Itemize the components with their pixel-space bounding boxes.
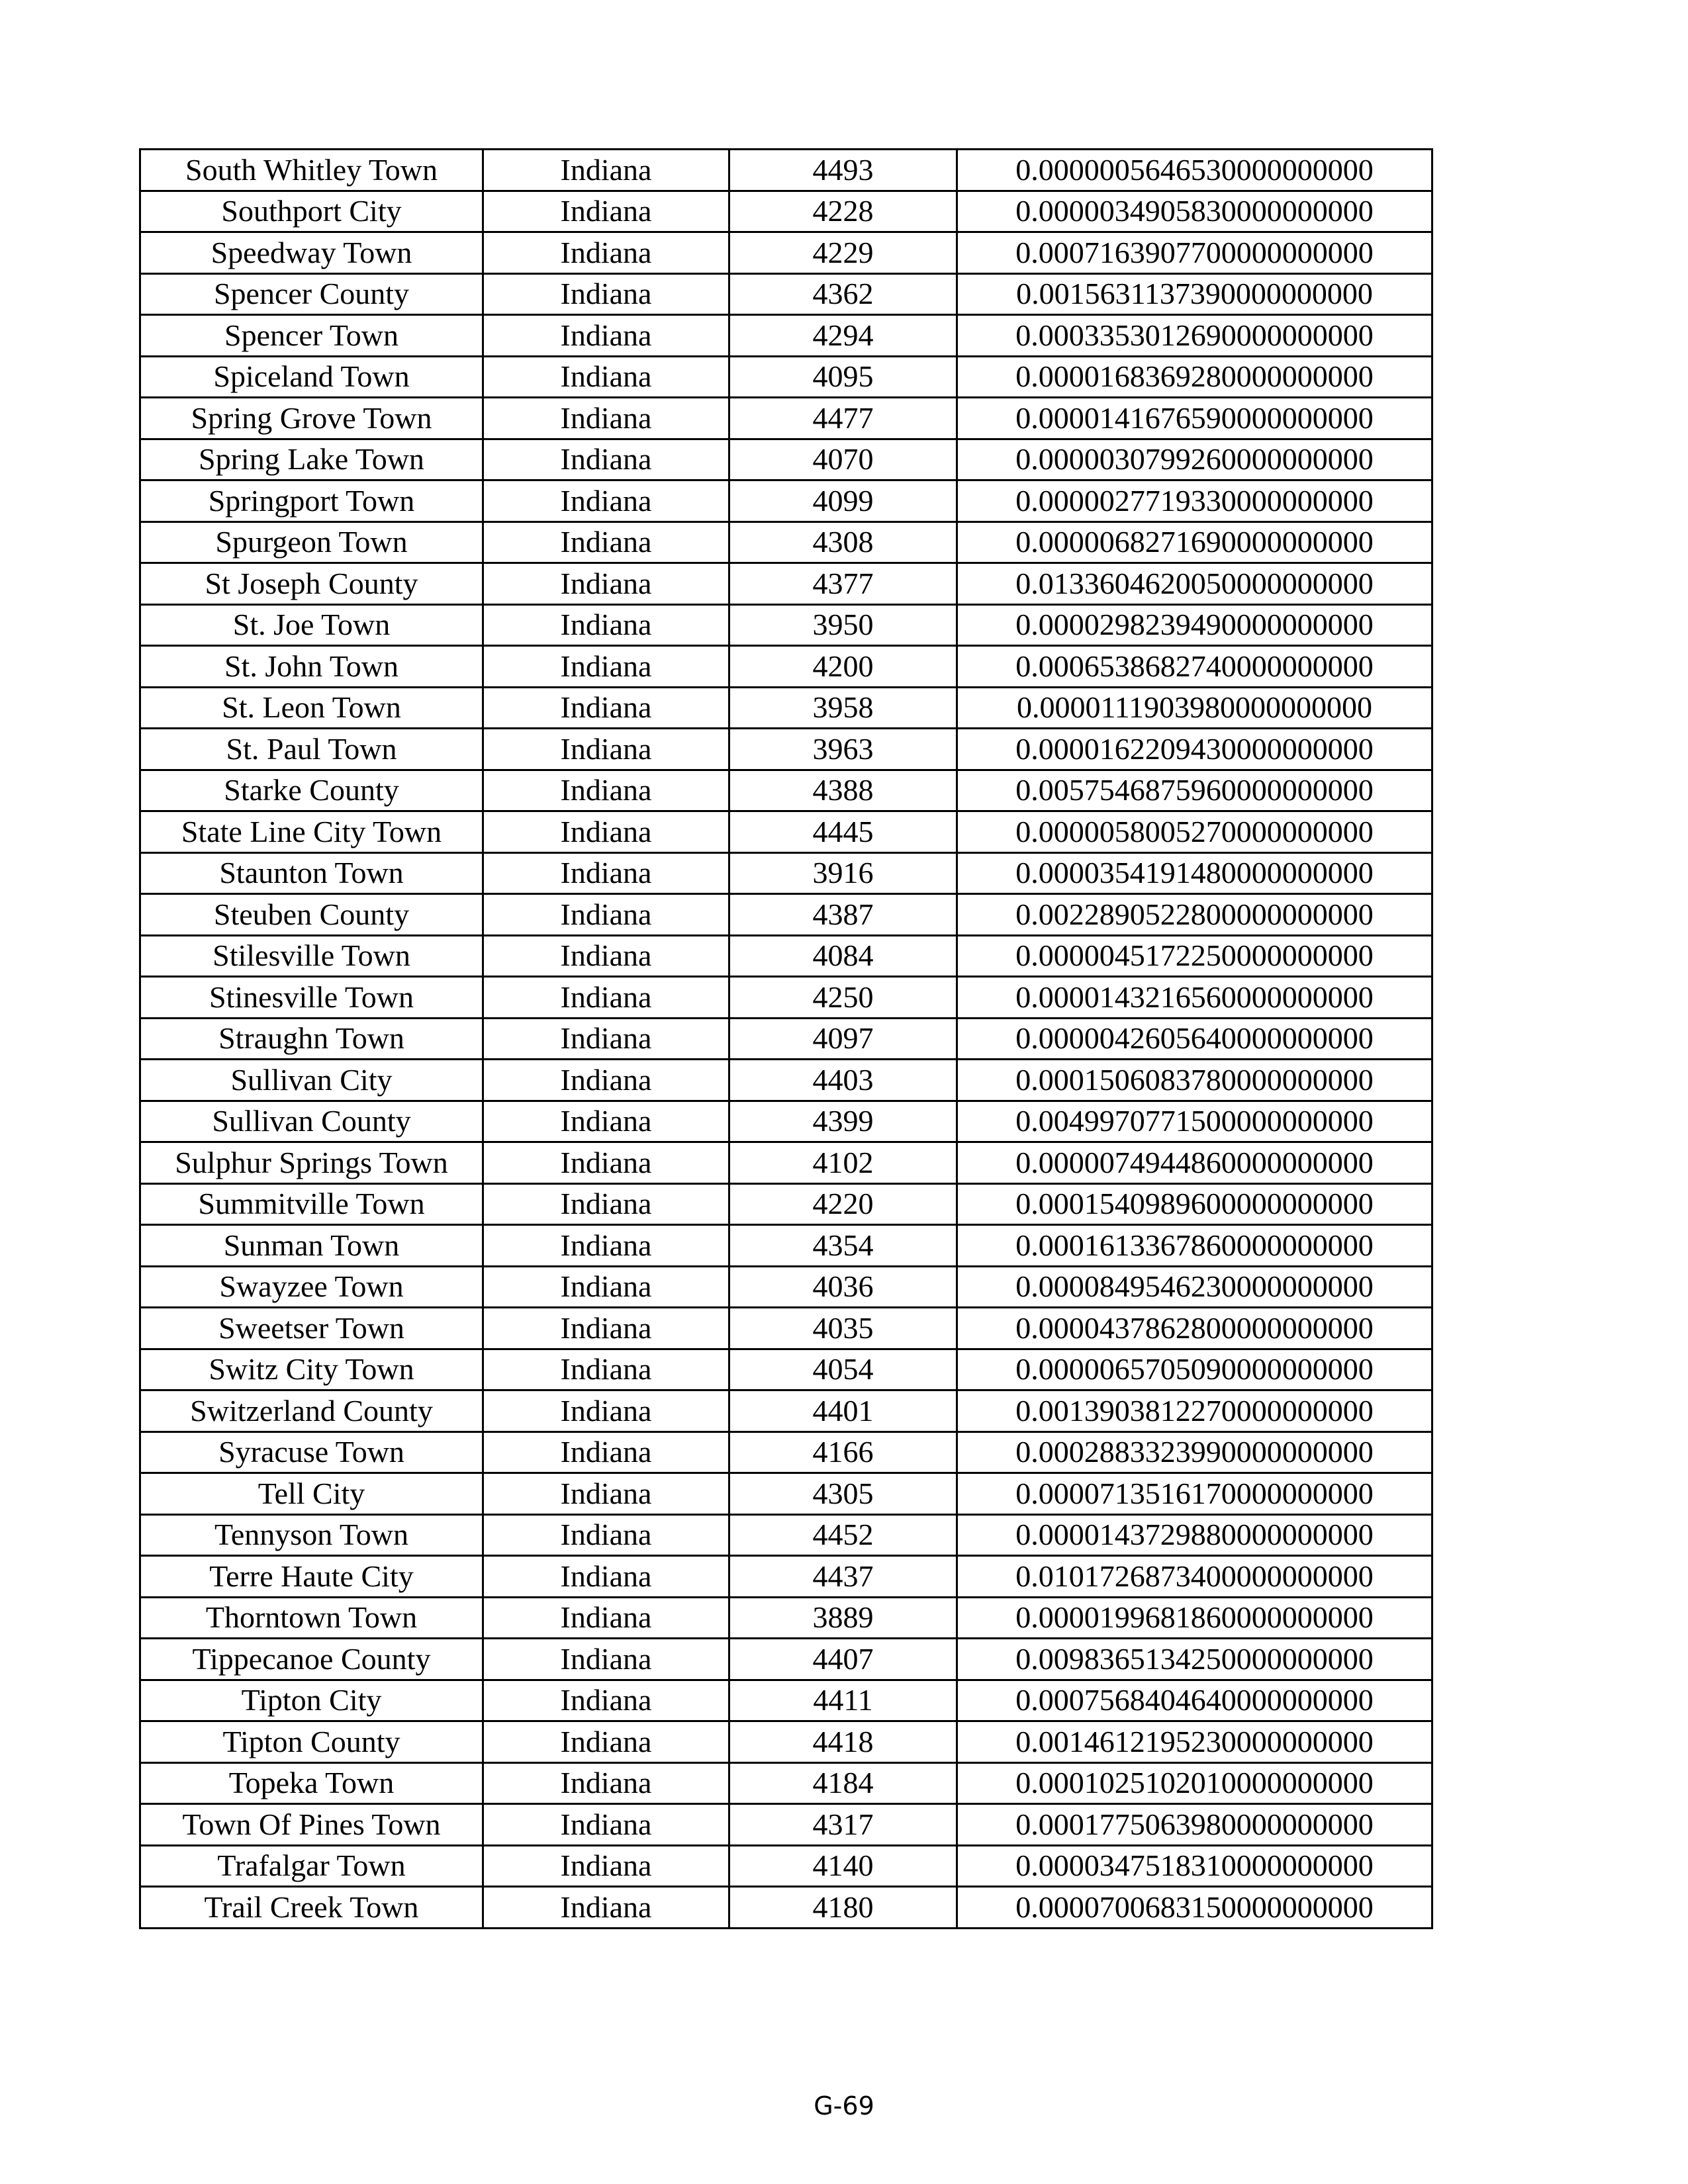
allocation-cell: 0.0000162209430000000000 (957, 729, 1432, 770)
state-cell: Indiana (483, 1266, 729, 1308)
code-cell: 3916 (729, 852, 957, 894)
table-row (140, 563, 1432, 605)
code-cell: 4229 (729, 232, 957, 274)
code-cell: 4477 (729, 398, 957, 439)
state-cell: Indiana (483, 977, 729, 1019)
municipality-cell: Thorntown Town (140, 1597, 483, 1639)
allocation-cell: 0.0133604620050000000000 (957, 563, 1432, 605)
state-cell: Indiana (483, 232, 729, 274)
table-row (140, 894, 1432, 936)
table-row (140, 1390, 1432, 1432)
state-cell: Indiana (483, 315, 729, 357)
state-cell: Indiana (483, 522, 729, 563)
code-cell: 4099 (729, 480, 957, 522)
code-cell: 4294 (729, 315, 957, 357)
code-cell: 4452 (729, 1514, 957, 1556)
code-cell: 4403 (729, 1060, 957, 1101)
table-row (140, 232, 1432, 274)
allocation-cell: 0.0001025102010000000000 (957, 1762, 1432, 1804)
code-cell: 4097 (729, 1018, 957, 1060)
table-row (140, 1514, 1432, 1556)
state-cell: Indiana (483, 1308, 729, 1349)
municipality-cell: St. Paul Town (140, 729, 483, 770)
state-cell: Indiana (483, 1762, 729, 1804)
municipality-cell: Summitville Town (140, 1183, 483, 1225)
municipality-cell: Swayzee Town (140, 1266, 483, 1308)
municipality-cell: Southport City (140, 191, 483, 232)
table-row (140, 1804, 1432, 1846)
municipality-cell: Sulphur Springs Town (140, 1142, 483, 1184)
allocation-cell: 0.0000347518310000000000 (957, 1845, 1432, 1887)
table-row (140, 1680, 1432, 1721)
table-row (140, 273, 1432, 315)
code-cell: 4308 (729, 522, 957, 563)
municipality-cell: Spencer Town (140, 315, 483, 357)
allocation-cell: 0.0013903812270000000000 (957, 1390, 1432, 1432)
municipality-cell: Spencer County (140, 273, 483, 315)
allocation-cell: 0.0014612195230000000000 (957, 1721, 1432, 1763)
table-row (140, 1266, 1432, 1308)
code-cell: 4166 (729, 1432, 957, 1473)
state-cell: Indiana (483, 894, 729, 936)
state-cell: Indiana (483, 1183, 729, 1225)
state-cell: Indiana (483, 770, 729, 811)
allocation-cell: 0.0000168369280000000000 (957, 356, 1432, 398)
code-cell: 4411 (729, 1680, 957, 1721)
allocation-table (139, 148, 1433, 1929)
municipality-cell: Syracuse Town (140, 1432, 483, 1473)
code-cell: 4084 (729, 935, 957, 977)
table-row (140, 439, 1432, 480)
state-cell: Indiana (483, 1597, 729, 1639)
municipality-cell: Spring Grove Town (140, 398, 483, 439)
municipality-cell: Trail Creek Town (140, 1887, 483, 1929)
code-cell: 3963 (729, 729, 957, 770)
state-cell: Indiana (483, 1349, 729, 1390)
allocation-cell: 0.0000074944860000000000 (957, 1142, 1432, 1184)
table-row (140, 356, 1432, 398)
code-cell: 4102 (729, 1142, 957, 1184)
code-cell: 4437 (729, 1556, 957, 1598)
table-row (140, 1349, 1432, 1390)
allocation-cell: 0.0000700683150000000000 (957, 1887, 1432, 1929)
state-cell: Indiana (483, 729, 729, 770)
state-cell: Indiana (483, 1887, 729, 1929)
municipality-cell: St. Joe Town (140, 604, 483, 646)
table-row (140, 770, 1432, 811)
table-row (140, 1308, 1432, 1349)
allocation-cell: 0.0001613367860000000000 (957, 1225, 1432, 1267)
code-cell: 4035 (729, 1308, 957, 1349)
state-cell: Indiana (483, 1556, 729, 1598)
allocation-cell: 0.0000027719330000000000 (957, 480, 1432, 522)
state-cell: Indiana (483, 1390, 729, 1432)
municipality-cell: St. Leon Town (140, 687, 483, 729)
table-row (140, 604, 1432, 646)
municipality-cell: Switzerland County (140, 1390, 483, 1432)
municipality-cell: Springport Town (140, 480, 483, 522)
code-cell: 4228 (729, 191, 957, 232)
allocation-cell: 0.0000045172250000000000 (957, 935, 1432, 977)
code-cell: 4200 (729, 646, 957, 688)
municipality-cell: Switz City Town (140, 1349, 483, 1390)
allocation-cell: 0.0057546875960000000000 (957, 770, 1432, 811)
code-cell: 4387 (729, 894, 957, 936)
state-cell: Indiana (483, 1639, 729, 1680)
municipality-cell: Terre Haute City (140, 1556, 483, 1598)
allocation-cell: 0.0006538682740000000000 (957, 646, 1432, 688)
state-cell: Indiana (483, 1142, 729, 1184)
code-cell: 4070 (729, 439, 957, 480)
municipality-cell: Steuben County (140, 894, 483, 936)
municipality-cell: Stilesville Town (140, 935, 483, 977)
allocation-cell: 0.0000065705090000000000 (957, 1349, 1432, 1390)
state-cell: Indiana (483, 852, 729, 894)
table-row (140, 1473, 1432, 1515)
code-cell: 4317 (729, 1804, 957, 1846)
allocation-cell: 0.0000141676590000000000 (957, 398, 1432, 439)
table-row (140, 687, 1432, 729)
municipality-cell: Tennyson Town (140, 1514, 483, 1556)
state-cell: Indiana (483, 273, 729, 315)
state-cell: Indiana (483, 1680, 729, 1721)
allocation-cell: 0.0007568404640000000000 (957, 1680, 1432, 1721)
table-row (140, 646, 1432, 688)
municipality-cell: Sullivan City (140, 1060, 483, 1101)
allocation-cell: 0.0098365134250000000000 (957, 1639, 1432, 1680)
code-cell: 4418 (729, 1721, 957, 1763)
municipality-cell: Spiceland Town (140, 356, 483, 398)
allocation-cell: 0.0000713516170000000000 (957, 1473, 1432, 1515)
allocation-cell: 0.0000199681860000000000 (957, 1597, 1432, 1639)
table-row (140, 1142, 1432, 1184)
allocation-cell: 0.0000111903980000000000 (957, 687, 1432, 729)
state-cell: Indiana (483, 563, 729, 605)
state-cell: Indiana (483, 646, 729, 688)
table-row (140, 1225, 1432, 1267)
municipality-cell: Tell City (140, 1473, 483, 1515)
table-row (140, 729, 1432, 770)
municipality-cell: Sullivan County (140, 1101, 483, 1142)
code-cell: 4407 (729, 1639, 957, 1680)
allocation-cell: 0.0003353012690000000000 (957, 315, 1432, 357)
code-cell: 3950 (729, 604, 957, 646)
municipality-cell: Sunman Town (140, 1225, 483, 1267)
table-row (140, 1845, 1432, 1887)
municipality-cell: Spurgeon Town (140, 522, 483, 563)
code-cell: 4399 (729, 1101, 957, 1142)
municipality-cell: St Joseph County (140, 563, 483, 605)
state-cell: Indiana (483, 439, 729, 480)
state-cell: Indiana (483, 1225, 729, 1267)
state-cell: Indiana (483, 1432, 729, 1473)
allocation-cell: 0.0002883323990000000000 (957, 1432, 1432, 1473)
table-row (140, 935, 1432, 977)
allocation-cell: 0.0015631137390000000000 (957, 273, 1432, 315)
allocation-cell: 0.0001506083780000000000 (957, 1060, 1432, 1101)
allocation-cell: 0.0000005646530000000000 (957, 150, 1432, 191)
code-cell: 4493 (729, 150, 957, 191)
municipality-cell: St. John Town (140, 646, 483, 688)
municipality-cell: Sweetser Town (140, 1308, 483, 1349)
allocation-cell: 0.0001775063980000000000 (957, 1804, 1432, 1846)
code-cell: 3889 (729, 1597, 957, 1639)
municipality-cell: Spring Lake Town (140, 439, 483, 480)
state-cell: Indiana (483, 687, 729, 729)
state-cell: Indiana (483, 935, 729, 977)
table-body (140, 150, 1432, 1929)
page-number: G-69 (814, 2091, 874, 2120)
code-cell: 4036 (729, 1266, 957, 1308)
municipality-cell: State Line City Town (140, 811, 483, 853)
code-cell: 4250 (729, 977, 957, 1019)
code-cell: 4140 (729, 1845, 957, 1887)
allocation-cell: 0.0000042605640000000000 (957, 1018, 1432, 1060)
municipality-cell: South Whitley Town (140, 150, 483, 191)
table-row (140, 1018, 1432, 1060)
allocation-cell: 0.0000849546230000000000 (957, 1266, 1432, 1308)
state-cell: Indiana (483, 811, 729, 853)
allocation-cell: 0.0000058005270000000000 (957, 811, 1432, 853)
municipality-cell: Staunton Town (140, 852, 483, 894)
table-row (140, 1721, 1432, 1763)
state-cell: Indiana (483, 1804, 729, 1846)
allocation-cell: 0.0000030799260000000000 (957, 439, 1432, 480)
state-cell: Indiana (483, 1060, 729, 1101)
municipality-cell: Town Of Pines Town (140, 1804, 483, 1846)
allocation-cell: 0.0101726873400000000000 (957, 1556, 1432, 1598)
allocation-cell: 0.0000068271690000000000 (957, 522, 1432, 563)
table-row (140, 522, 1432, 563)
code-cell: 4354 (729, 1225, 957, 1267)
code-cell: 4445 (729, 811, 957, 853)
state-cell: Indiana (483, 1845, 729, 1887)
municipality-cell: Trafalgar Town (140, 1845, 483, 1887)
table-row (140, 1597, 1432, 1639)
state-cell: Indiana (483, 398, 729, 439)
code-cell: 4054 (729, 1349, 957, 1390)
table-row (140, 1183, 1432, 1225)
table-row (140, 1887, 1432, 1929)
allocation-cell: 0.0000143729880000000000 (957, 1514, 1432, 1556)
table-row (140, 1101, 1432, 1142)
state-cell: Indiana (483, 480, 729, 522)
allocation-cell: 0.0049970771500000000000 (957, 1101, 1432, 1142)
allocation-cell: 0.0000143216560000000000 (957, 977, 1432, 1019)
code-cell: 4401 (729, 1390, 957, 1432)
table-row (140, 191, 1432, 232)
code-cell: 4362 (729, 273, 957, 315)
table-row (140, 398, 1432, 439)
table-row (140, 852, 1432, 894)
table-row (140, 315, 1432, 357)
allocation-cell: 0.0000298239490000000000 (957, 604, 1432, 646)
state-cell: Indiana (483, 1101, 729, 1142)
municipality-cell: Tipton County (140, 1721, 483, 1763)
table-row (140, 480, 1432, 522)
allocation-cell: 0.0000437862800000000000 (957, 1308, 1432, 1349)
municipality-cell: Topeka Town (140, 1762, 483, 1804)
table-row (140, 1762, 1432, 1804)
municipality-cell: Straughn Town (140, 1018, 483, 1060)
state-cell: Indiana (483, 191, 729, 232)
state-cell: Indiana (483, 1514, 729, 1556)
state-cell: Indiana (483, 1018, 729, 1060)
municipality-cell: Starke County (140, 770, 483, 811)
allocation-cell: 0.0001540989600000000000 (957, 1183, 1432, 1225)
code-cell: 4220 (729, 1183, 957, 1225)
state-cell: Indiana (483, 356, 729, 398)
table-row (140, 811, 1432, 853)
municipality-cell: Tipton City (140, 1680, 483, 1721)
table-row (140, 1060, 1432, 1101)
allocation-cell: 0.0007163907700000000000 (957, 232, 1432, 274)
state-cell: Indiana (483, 604, 729, 646)
allocation-cell: 0.0000034905830000000000 (957, 191, 1432, 232)
code-cell: 4180 (729, 1887, 957, 1929)
table-row (140, 1432, 1432, 1473)
table-row (140, 1639, 1432, 1680)
code-cell: 4377 (729, 563, 957, 605)
municipality-cell: Tippecanoe County (140, 1639, 483, 1680)
municipality-cell: Speedway Town (140, 232, 483, 274)
allocation-cell: 0.0022890522800000000000 (957, 894, 1432, 936)
state-cell: Indiana (483, 1721, 729, 1763)
allocation-cell: 0.0000354191480000000000 (957, 852, 1432, 894)
state-cell: Indiana (483, 150, 729, 191)
code-cell: 4305 (729, 1473, 957, 1515)
code-cell: 4184 (729, 1762, 957, 1804)
code-cell: 4095 (729, 356, 957, 398)
municipality-cell: Stinesville Town (140, 977, 483, 1019)
table-row (140, 1556, 1432, 1598)
code-cell: 3958 (729, 687, 957, 729)
code-cell: 4388 (729, 770, 957, 811)
table-row (140, 150, 1432, 191)
table-row (140, 977, 1432, 1019)
state-cell: Indiana (483, 1473, 729, 1515)
